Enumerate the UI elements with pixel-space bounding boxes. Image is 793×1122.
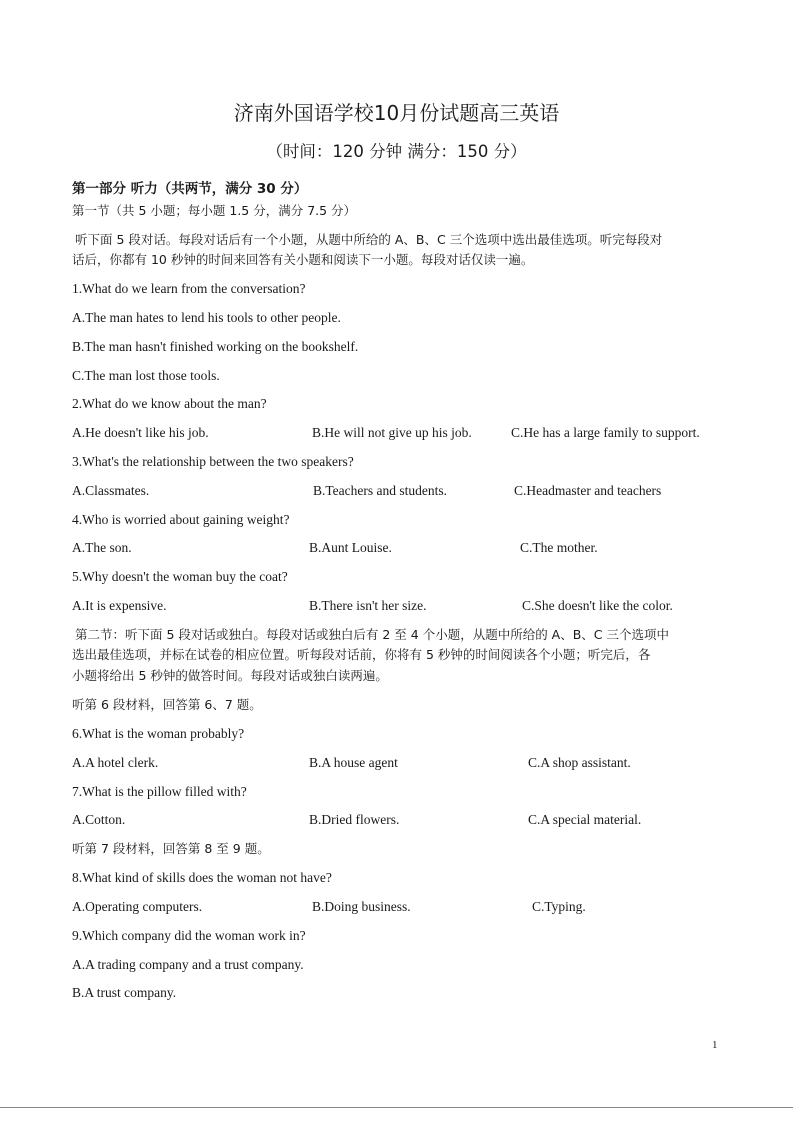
q6-option-b: B.A house agent	[309, 755, 398, 770]
question-2: 2.What do we know about the man?	[72, 396, 267, 411]
footer-divider	[0, 1107, 793, 1108]
section2-line-2: 选出最佳选项，并标在试卷的相应位置。听每段对话前，你将有 5 秒钟的时间阅读各个小题；听完后，各	[72, 647, 651, 662]
page-number: 1	[712, 1039, 718, 1051]
question-7: 7.What is the pillow filled with?	[72, 784, 247, 799]
q6-option-a: A.A hotel clerk.	[72, 755, 159, 770]
q2-option-a: A.He doesn't like his job.	[72, 425, 209, 440]
q1-option-a: A.The man hates to lend his tools to other people.	[72, 310, 341, 325]
q2-option-b: B.He will not give up his job.	[312, 425, 472, 440]
q7-option-a: A.Cotton.	[72, 812, 126, 827]
section2-line-1: 第二节：听下面 5 段对话或独白。每段对话或独白后有 2 至 4 个小题，从题中所给的 A、B、C 三个选项中	[75, 627, 670, 642]
q8-option-c: C.Typing.	[532, 899, 586, 914]
q6-option-c: C.A shop assistant.	[528, 755, 631, 770]
q3-option-b: B.Teachers and students.	[313, 483, 448, 498]
question-9: 9.Which company did the woman work in?	[72, 928, 306, 943]
q8-option-b: B.Doing business.	[312, 899, 411, 914]
part1-heading: 第一部分 听力（共两节，满分 30 分）	[72, 181, 308, 197]
q4-option-b: B.Aunt Louise.	[309, 540, 392, 555]
question-4: 4.Who is worried about gaining weight?	[72, 512, 290, 527]
q8-option-a: A.Operating computers.	[72, 899, 203, 914]
q1-option-c: C.The man lost those tools.	[72, 368, 220, 383]
q7-option-b: B.Dried flowers.	[309, 812, 400, 827]
q5-option-c: C.She doesn't like the color.	[522, 598, 673, 613]
question-8: 8.What kind of skills does the woman not have?	[72, 870, 332, 885]
q4-option-c: C.The mother.	[520, 540, 598, 555]
question-3: 3.What's the relationship between the two speakers?	[72, 454, 354, 469]
q4-option-a: A.The son.	[72, 540, 132, 555]
q9-option-b: B.A trust company.	[72, 985, 177, 1000]
material-7-instruction: 听第 7 段材料，回答第 8 至 9 题。	[72, 841, 270, 856]
section2-line-3: 小题将给出 5 秒钟的做答时间。每段对话或独白读两遍。	[72, 668, 388, 683]
q5-option-a: A.It is expensive.	[72, 598, 167, 613]
q7-option-c: C.A special material.	[528, 812, 642, 827]
q3-option-c: C.Headmaster and teachers	[514, 483, 662, 498]
question-1: 1.What do we learn from the conversation?	[72, 281, 306, 296]
instructions-line-2: 话后，你都有 10 秒钟的时间来回答有关小题和阅读下一小题。每段对话仅读一遍。	[72, 252, 534, 267]
q2-option-c: C.He has a large family to support.	[511, 425, 700, 440]
question-6: 6.What is the woman probably?	[72, 726, 245, 741]
q3-option-a: A.Classmates.	[72, 483, 150, 498]
section1-heading: 第一节（共 5 小题；每小题 1.5 分，满分 7.5 分）	[72, 203, 357, 218]
q5-option-b: B.There isn't her size.	[309, 598, 427, 613]
exam-title: 济南外国语学校10月份试题高三英语	[233, 101, 560, 125]
instructions-line-1: 听下面 5 段对话。每段对话后有一个小题，从题中所给的 A、B、C 三个选项中选出最佳选项。听完每段对	[75, 232, 663, 247]
material-6-instruction: 听第 6 段材料，回答第 6、7 题。	[72, 697, 262, 712]
q9-option-a: A.A trading company and a trust company.	[72, 957, 304, 972]
q1-option-b: B.The man hasn't finished working on the bookshelf.	[72, 339, 359, 354]
exam-subtitle: （时间：120 分钟 满分：150 分）	[266, 142, 527, 161]
question-5: 5.Why doesn't the woman buy the coat?	[72, 569, 288, 584]
